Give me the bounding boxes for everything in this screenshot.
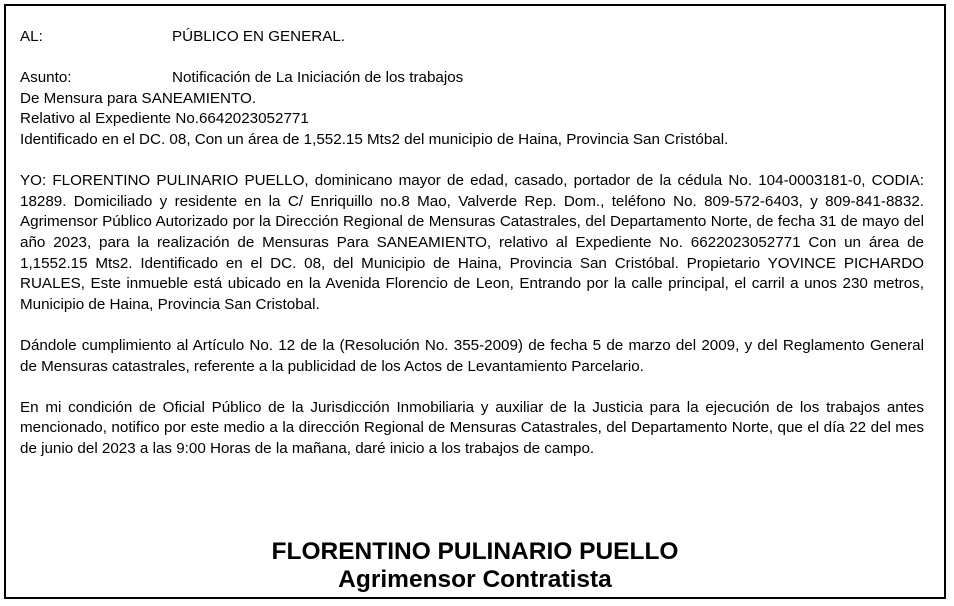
body-paragraph-notification: En mi condición de Oficial Público de la Jurisdicción Inmobiliaria y auxiliar de la Justicia para la ejecución de los trabajos antes mencionado, notifico por este medio a la dirección Regional de Mensuras Catastrales, del Departamento Norte, que el día 22 del mes de junio del 2023 a las 9:00 Horas de la mañana, daré inicio a los trabajos de campo. [20, 398, 924, 457]
subject-row [20, 68, 924, 89]
notice-body [20, 27, 924, 459]
recipient-value: PÚBLICO EN GENERAL. [172, 28, 346, 45]
body-paragraph-declaration: YO: FLORENTINO PULINARIO PUELLO, dominicano mayor de edad, casado, portador de la cédula No. 104-0003181-0, CODIA: 18289. Domiciliado y residente en la C/ Enriquillo no.8 Mao, Valverde Rep. Dom., teléfono No. 809-572-6403, y 809-841-8832. Agrimensor Público Autorizado por la Dirección Regional de Mensuras Catastrales, del Departamento Norte, de fecha 31 de mayo del año 2023, para la realización de Mensuras Para SANEAMIENTO, relativo al Expediente No. 6622023052771 Con un área de 1,1552.15 Mts2. Identificado en el DC. 08, del Municipio de Haina, Provincia San Cristóbal. Propietario YOVINCE PICHARDO RUALES, Este inmueble está ubicado en la Avenida Florencio de Leon, Entrando por la calle principal, el carril a unos 230 metros, Municipio de Haina, Provincia San Cristobal. [20, 172, 924, 313]
subject-line-4: Identificado en el DC. 08, Con un área de 1,552.15 Mts2 del municipio de Haina, Provincia San Cristóbal. [20, 130, 729, 148]
signature-name: FLORENTINO PULINARIO PUELLO [271, 538, 679, 565]
recipient-row [20, 27, 924, 48]
notice-frame [4, 4, 946, 599]
subject-label: Asunto: [20, 69, 72, 87]
signature-title: Agrimensor Contratista [338, 566, 612, 593]
body-paragraph-compliance: Dándole cumplimiento al Artículo No. 12 de la (Resolución No. 355-2009) de fecha 5 de marzo del 2009, y del Reglamento General de Mensuras catastrales, referente a la publicidad de los Actos de Levantamiento Parcelario. [20, 336, 924, 375]
subject-value: Notificación de La Iniciación de los trabajos [172, 69, 464, 87]
signature-block [6, 538, 944, 594]
subject-line-2: De Mensura para SANEAMIENTO. [20, 89, 257, 107]
subject-line-3: Relativo al Expediente No.6642023052771 [20, 110, 309, 128]
recipient-label: AL: [20, 28, 43, 45]
